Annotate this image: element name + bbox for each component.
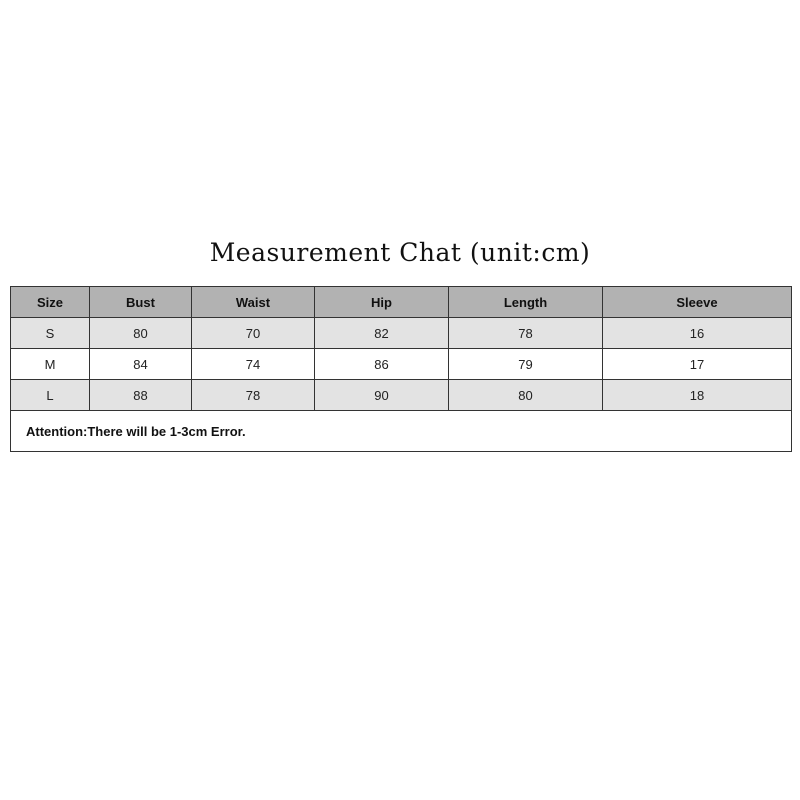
measurement-table <box>10 286 792 452</box>
table-cell-waist: 70 <box>192 318 315 349</box>
table-cell-sleeve: 17 <box>603 349 792 380</box>
attention-note: Attention:There will be 1-3cm Error. <box>11 411 792 452</box>
table-row <box>11 349 792 380</box>
column-header-size: Size <box>11 287 90 318</box>
table-cell-waist: 78 <box>192 380 315 411</box>
table-row <box>11 318 792 349</box>
table-cell-sleeve: 18 <box>603 380 792 411</box>
table-note-row <box>11 411 792 452</box>
table-header-row <box>11 287 792 318</box>
table-cell-hip: 90 <box>315 380 449 411</box>
table-cell-bust: 84 <box>90 349 192 380</box>
table-cell-hip: 82 <box>315 318 449 349</box>
table-cell-bust: 88 <box>90 380 192 411</box>
table-cell-size: S <box>11 318 90 349</box>
table-cell-size: L <box>11 380 90 411</box>
table-row <box>11 380 792 411</box>
page-title: Measurement Chat (unit:cm) <box>209 238 591 267</box>
table-cell-sleeve: 16 <box>603 318 792 349</box>
column-header-waist: Waist <box>192 287 315 318</box>
column-header-sleeve: Sleeve <box>603 287 792 318</box>
table-cell-length: 79 <box>449 349 603 380</box>
table-cell-length: 80 <box>449 380 603 411</box>
table-cell-waist: 74 <box>192 349 315 380</box>
table-cell-length: 78 <box>449 318 603 349</box>
table-cell-bust: 80 <box>90 318 192 349</box>
column-header-bust: Bust <box>90 287 192 318</box>
column-header-length: Length <box>449 287 603 318</box>
column-header-hip: Hip <box>315 287 449 318</box>
table-cell-hip: 86 <box>315 349 449 380</box>
table-cell-size: M <box>11 349 90 380</box>
